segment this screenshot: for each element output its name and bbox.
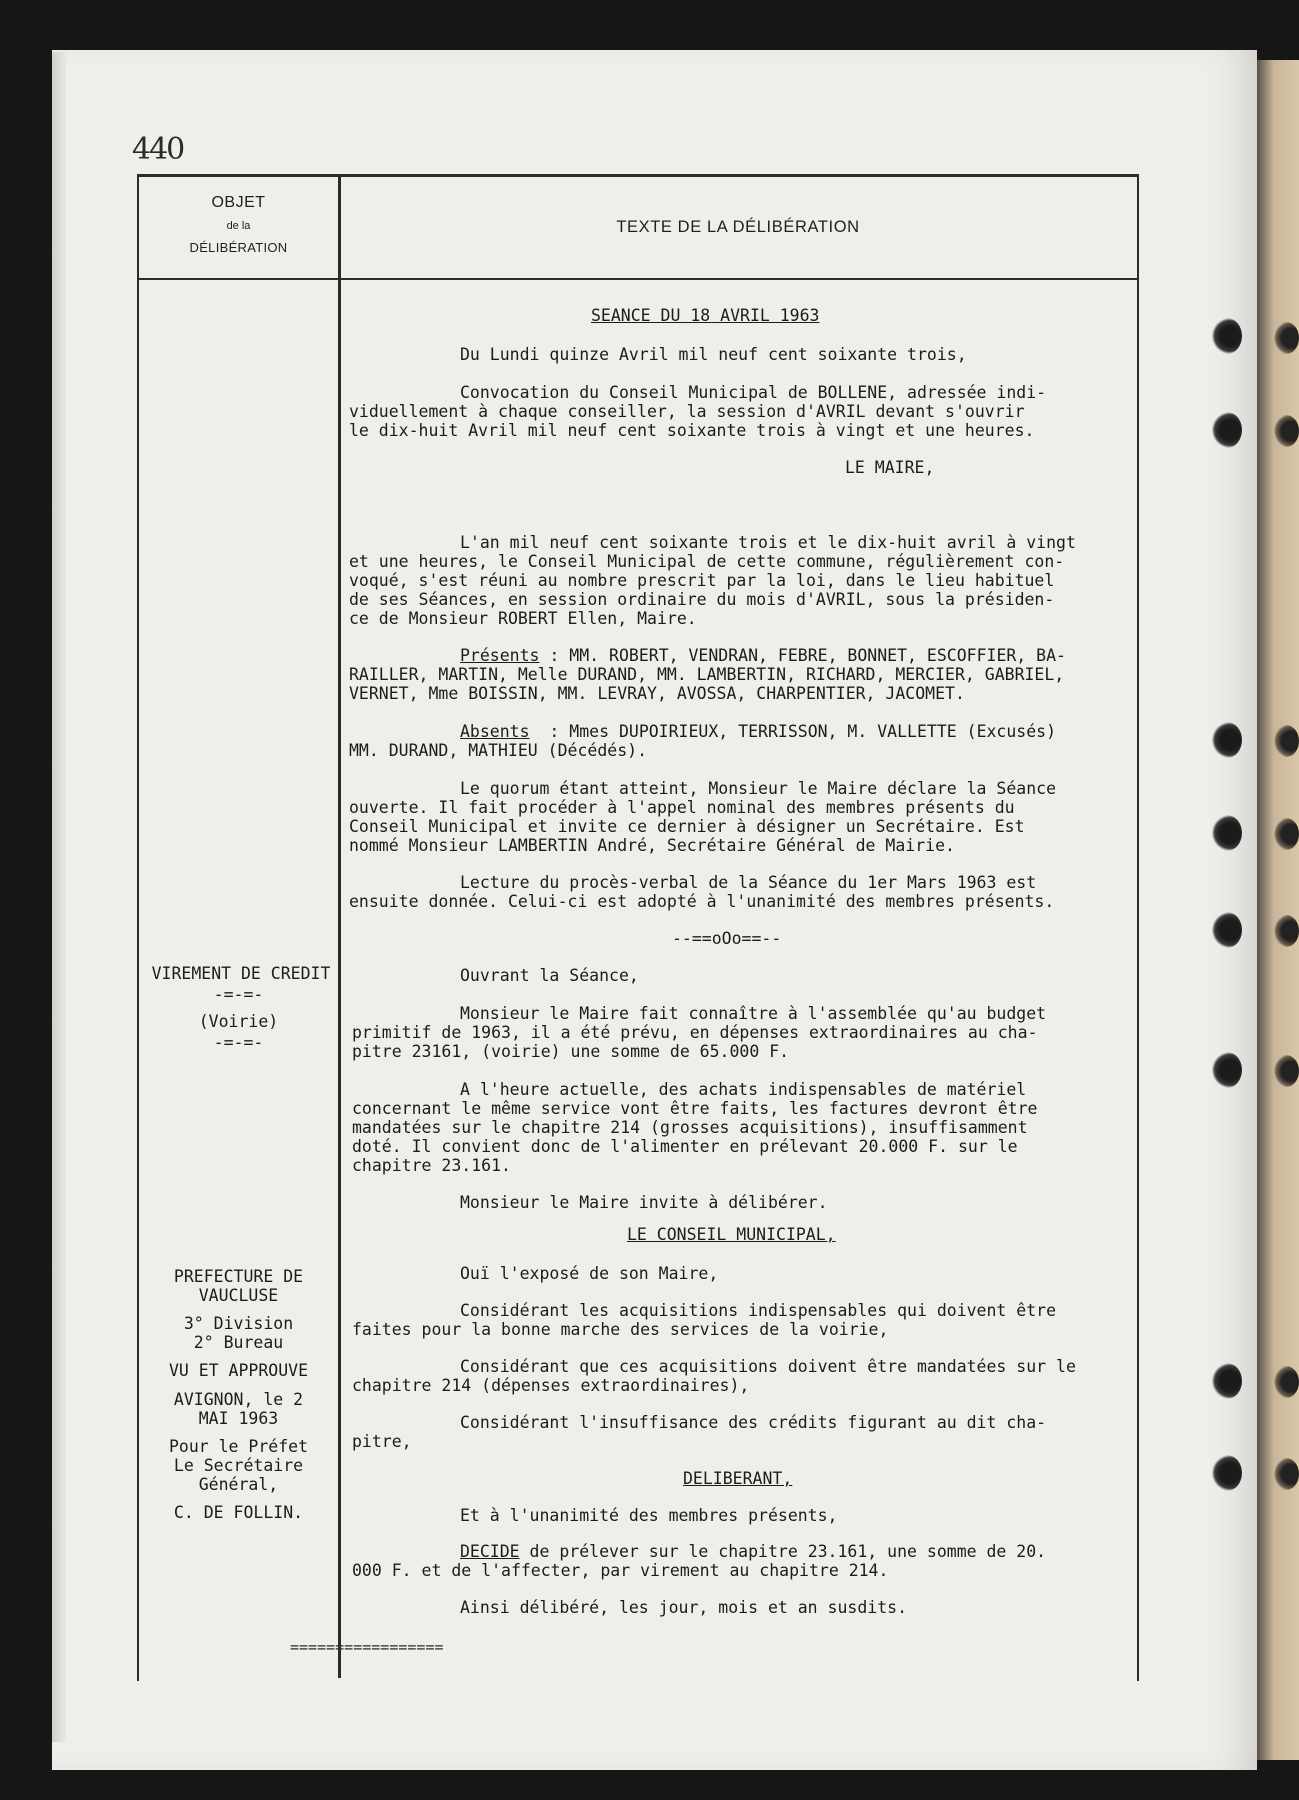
header-objet-line3: DÉLIBÉRATION: [189, 240, 288, 255]
text-line: Et à l'unanimité des membres présents,: [460, 1506, 838, 1525]
text-line: RAILLER, MARTIN, Melle DURAND, MM. LAMBERTIN, RICHARD, MERCIER, GABRIEL,: [349, 665, 1065, 684]
punch-hole: [1212, 412, 1242, 448]
text-line: Conseil Municipal et invite ce dernier à désigner un Secrétaire. Est: [349, 817, 1025, 836]
prefecture-line: PREFECTURE DE: [173, 1267, 304, 1286]
decide-text: de prélever sur le chapitre 23.161, une somme de 20.: [519, 1542, 1047, 1561]
punch-hole: [1273, 1366, 1299, 1398]
punch-hole: [1273, 1055, 1299, 1087]
text-line: ensuite donnée. Celui-ci est adopté à l'unanimité des membres présents.: [349, 892, 1055, 911]
text-line: chapitre 214 (dépenses extraordinaires),: [352, 1376, 750, 1395]
deliberant-title: DELIBERANT,: [683, 1469, 793, 1488]
presents-line: [460, 646, 1066, 665]
absents-line: [460, 722, 1056, 741]
prefecture-line: Pour le Préfet: [168, 1437, 309, 1456]
section-separator: --==oOo==--: [672, 929, 782, 948]
prefecture-signature: C. DE FOLLIN.: [173, 1503, 304, 1522]
text-line: nommé Monsieur LAMBERTIN André, Secrétaire Général de Mairie.: [349, 836, 955, 855]
text-line: mandatées sur le chapitre 214 (grosses acquisitions), insuffisamment: [352, 1118, 1028, 1137]
text-line: Ouvrant la Séance,: [460, 966, 639, 985]
text-line: Monsieur le Maire fait connaître à l'assemblée qu'au budget: [460, 1004, 1047, 1023]
text-line: Du Lundi quinze Avril mil neuf cent soixante trois,: [460, 345, 967, 364]
text-line: faites pour la bonne marche des services de la voirie,: [352, 1320, 889, 1339]
text-line: MM. DURAND, MATHIEU (Décédés).: [349, 741, 648, 760]
text-line: ouverte. Il fait procéder à l'appel nominal des membres présents du: [349, 798, 1015, 817]
text-line: et une heures, le Conseil Municipal de cette commune, régulièrement con-: [349, 552, 1065, 571]
header-objet-line2: de la: [226, 220, 251, 232]
punch-hole: [1273, 915, 1299, 947]
text-line: VERNET, Mme BOISSIN, MM. LEVRAY, AVOSSA, CHARPENTIER, JACOMET.: [349, 684, 965, 703]
text-line: ce de Monsieur ROBERT Ellen, Maire.: [349, 609, 697, 628]
presents-text: : MM. ROBERT, VENDRAN, FEBRE, BONNET, ESCOFFIER, BA-: [539, 646, 1066, 665]
text-line: Considérant l'insuffisance des crédits figurant au dit cha-: [460, 1413, 1047, 1432]
text-line: doté. Il convient donc de l'alimenter en prélevant 20.000 F. sur le: [352, 1137, 1018, 1156]
prefecture-line: Le Secrétaire: [173, 1456, 304, 1475]
text-line: voqué, s'est réuni au nombre prescrit par la loi, dans le lieu habituel: [349, 571, 1055, 590]
margin-subject-sub: (Voirie): [198, 1012, 279, 1031]
text-line: pitre 23161, (voirie) une somme de 65.000 F.: [352, 1042, 790, 1061]
text-line: LE MAIRE,: [845, 458, 935, 477]
header-objet: [139, 194, 338, 255]
punch-hole: [1212, 1455, 1242, 1491]
header-divider: [137, 278, 1137, 280]
text-line: Considérant que ces acquisitions doivent être mandatées sur le: [460, 1357, 1076, 1376]
text-line: primitif de 1963, il a été prévu, en dépenses extraordinaires au cha-: [352, 1023, 1038, 1042]
text-line: Ouï l'exposé de son Maire,: [460, 1264, 719, 1283]
punch-hole: [1212, 318, 1242, 354]
prefecture-line: 2° Bureau: [193, 1333, 284, 1352]
margin-separator: -=-=-: [213, 985, 264, 1004]
header-texte: TEXTE DE LA DÉLIBÉRATION: [616, 218, 860, 236]
prefecture-line: Général,: [198, 1475, 279, 1494]
column-divider: [338, 174, 341, 1678]
prefecture-line: VAUCLUSE: [198, 1286, 279, 1305]
text-line: Ainsi délibéré, les jour, mois et an susdits.: [460, 1598, 908, 1617]
text-line: concernant le même service vont être faits, les factures devront être: [352, 1099, 1038, 1118]
presents-label: Présents: [460, 646, 540, 665]
text-line: Le quorum étant atteint, Monsieur le Maire déclare la Séance: [460, 779, 1057, 798]
seance-title: SEANCE DU 18 AVRIL 1963: [591, 306, 820, 325]
text-line: viduellement à chaque conseiller, la session d'AVRIL devant s'ouvrir: [349, 402, 1025, 421]
prefecture-line: 3° Division: [183, 1314, 294, 1333]
punch-hole: [1273, 818, 1299, 850]
decide-label: DECIDE: [460, 1542, 520, 1561]
closing-rule: =================: [290, 1638, 444, 1656]
text-line: de ses Séances, en session ordinaire du mois d'AVRIL, sous la présiden-: [349, 590, 1055, 609]
text-line: Lecture du procès-verbal de la Séance du 1er Mars 1963 est: [460, 873, 1037, 892]
text-line: le dix-huit Avril mil neuf cent soixante trois à vingt et une heures.: [349, 421, 1035, 440]
page-edge: [52, 52, 66, 1742]
text-line: 000 F. et de l'affecter, par virement au chapitre 214.: [352, 1561, 889, 1580]
text-line: Considérant les acquisitions indispensables qui doivent être: [460, 1301, 1057, 1320]
header-objet-line1: OBJET: [211, 194, 266, 211]
margin-separator: -=-=-: [213, 1033, 264, 1052]
adjacent-page: [1257, 60, 1299, 1760]
punch-hole: [1212, 1363, 1242, 1399]
punch-hole: [1212, 1052, 1242, 1088]
conseil-title: LE CONSEIL MUNICIPAL,: [627, 1225, 836, 1244]
text-line: L'an mil neuf cent soixante trois et le dix-huit avril à vingt: [460, 533, 1076, 552]
absents-label: Absents: [460, 722, 530, 741]
margin-subject-title: VIREMENT DE CREDIT: [151, 964, 331, 983]
text-line: chapitre 23.161.: [352, 1156, 511, 1175]
text-line: A l'heure actuelle, des achats indispensables de matériel: [460, 1080, 1027, 1099]
decide-line: [460, 1542, 1046, 1561]
punch-hole: [1273, 322, 1299, 354]
text-line: Monsieur le Maire invite à délibérer.: [460, 1193, 828, 1212]
punch-hole: [1273, 725, 1299, 757]
text-line: Convocation du Conseil Municipal de BOLLENE, adressée indi-: [460, 383, 1047, 402]
absents-text: : Mmes DUPOIRIEUX, TERRISSON, M. VALLETTE (Excusés): [529, 722, 1057, 741]
prefecture-line: AVIGNON, le 2: [173, 1390, 304, 1409]
text-line: pitre,: [352, 1432, 412, 1451]
punch-hole: [1212, 912, 1242, 948]
prefecture-line: VU ET APPROUVE: [168, 1361, 309, 1380]
punch-hole: [1212, 722, 1242, 758]
punch-hole: [1273, 1458, 1299, 1490]
page-number: 440: [132, 132, 184, 167]
prefecture-line: MAI 1963: [198, 1409, 279, 1428]
punch-hole: [1212, 815, 1242, 851]
punch-hole: [1273, 415, 1299, 447]
